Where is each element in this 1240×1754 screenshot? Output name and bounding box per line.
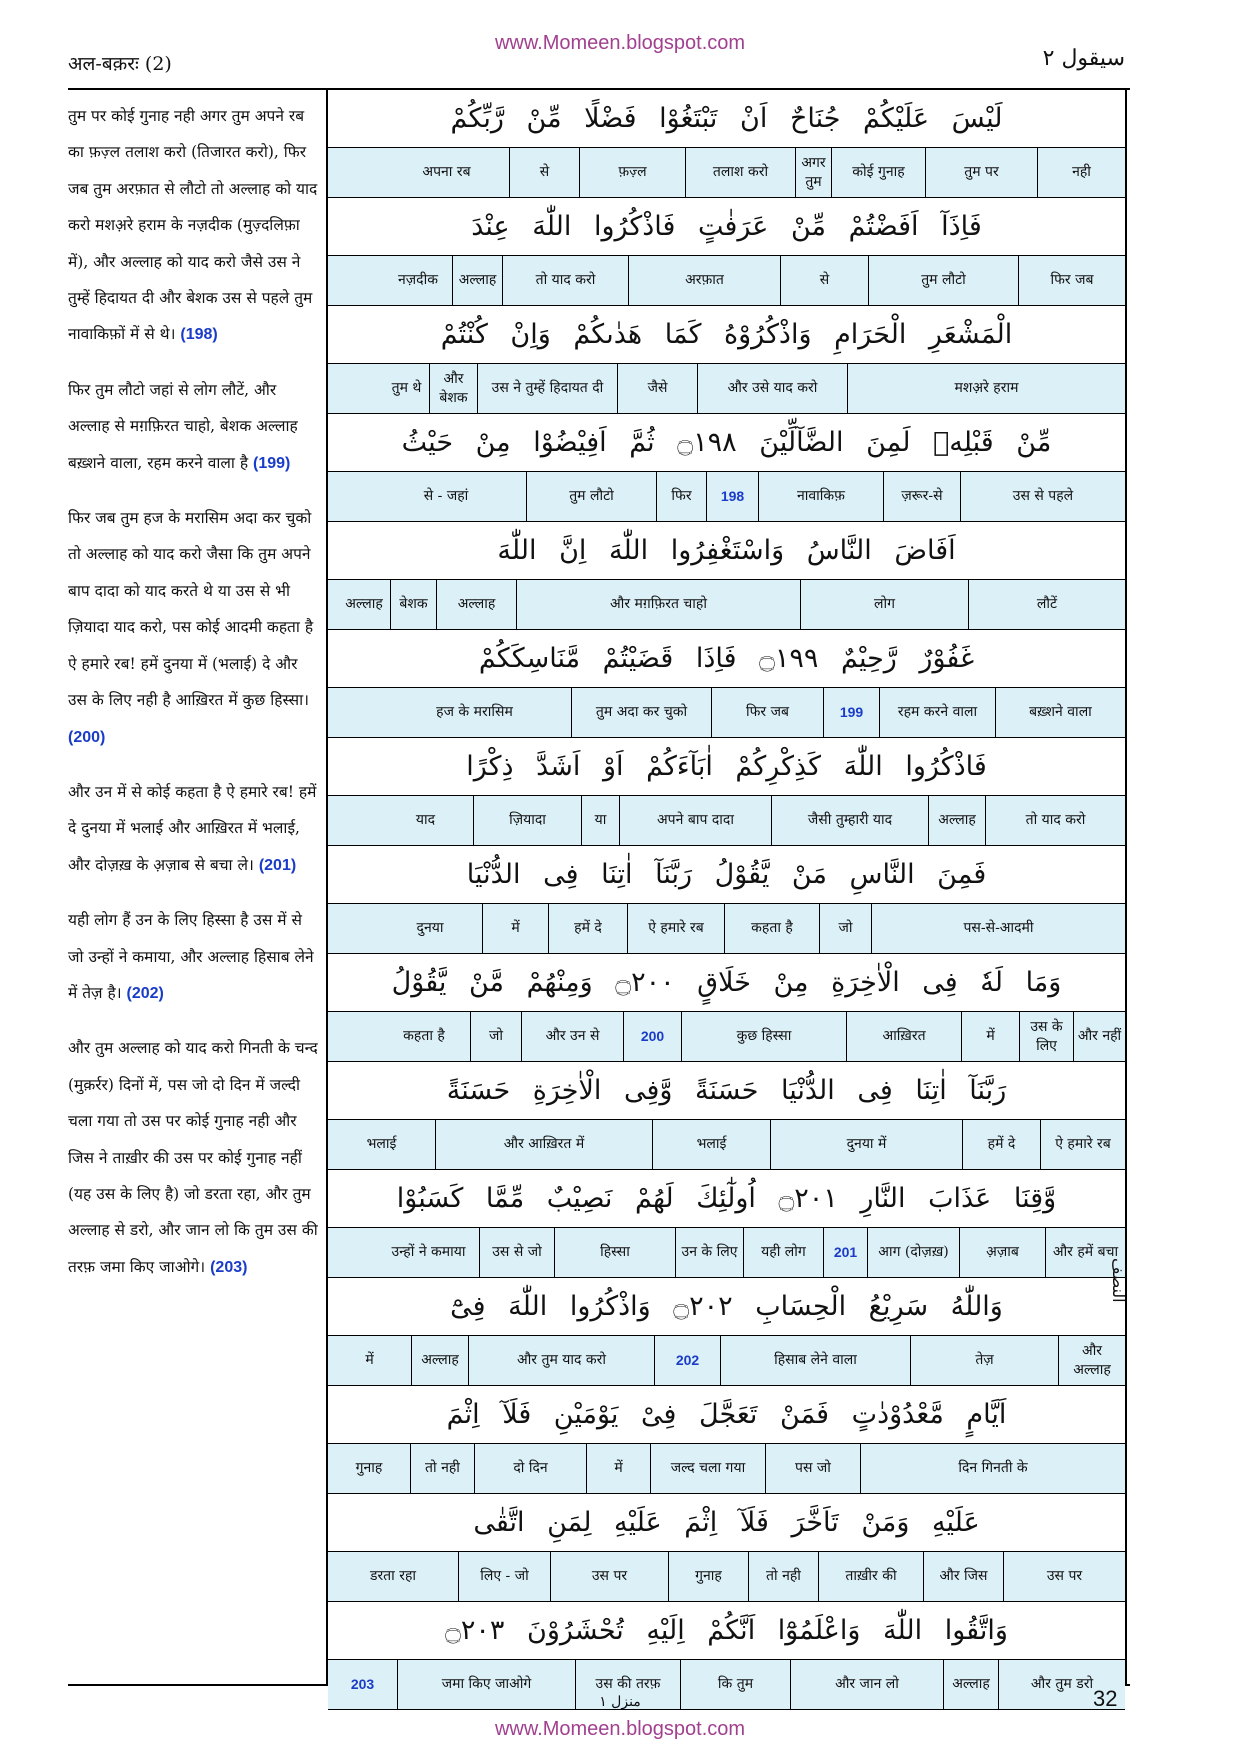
word-meaning-cell: रहम करने वाला bbox=[879, 688, 995, 737]
word-meaning-cell: दिन गिनती के bbox=[860, 1444, 1125, 1493]
manzil-label: منزل ۱ bbox=[599, 1694, 641, 1710]
verse-number-cell: 199 bbox=[823, 688, 879, 737]
word-meaning-cell: जैसी तुम्हारी याद bbox=[771, 796, 928, 845]
word-meaning-cell: हज के मरासिम bbox=[436, 704, 513, 720]
arabic-verse-line: وَاتَّقُوا اللّٰهَ وَاعْلَمُوْٓا اَنَّكُمْ اِلَيْهِ تُحْشَرُوْنَ ۝٢٠٣ bbox=[328, 1602, 1125, 1660]
word-meaning-cell: और तुम डरो bbox=[998, 1660, 1125, 1709]
word-meaning-cell: और उसे याद करो bbox=[697, 364, 847, 413]
meaning-row bbox=[328, 1552, 1125, 1602]
word-meaning-cell: और उन से bbox=[521, 1012, 623, 1061]
verse-number: (199) bbox=[253, 454, 291, 472]
word-meaning-cell: ज़ियादा bbox=[473, 796, 581, 845]
word-meaning-cell: उस पर bbox=[1003, 1552, 1125, 1601]
meaning-row bbox=[328, 580, 1125, 630]
word-meaning-cell: आख़िरत bbox=[846, 1012, 961, 1061]
verse-number-cell: 202 bbox=[654, 1336, 720, 1385]
word-meaning-cell: कहता है bbox=[403, 1028, 445, 1044]
arabic-verse-line: غَفُوْرٌ رَّحِيْمٌ ۝١٩٩ فَاِذَا قَضَيْتُمْ مَّنَاسِكَكُمْ bbox=[328, 630, 1125, 688]
arabic-verse-line: الْمَشْعَرِ الْحَرَامِ وَاذْكُرُوْهُ كَمَا هَدٰىكُمْ وَاِنْ كُنْتُمْ bbox=[328, 306, 1125, 364]
translation-column bbox=[68, 98, 318, 1678]
word-meaning-cell: अल्लाह bbox=[345, 596, 383, 612]
word-meaning-cell: जल्द चला गया bbox=[650, 1444, 765, 1493]
translation-paragraph bbox=[68, 902, 318, 1012]
verse-number: (202) bbox=[126, 984, 164, 1002]
word-meaning-cell: पस जो bbox=[765, 1444, 860, 1493]
meaning-row bbox=[328, 1444, 1125, 1494]
word-meaning-cell: ताख़ीर की bbox=[818, 1552, 923, 1601]
word-meaning-cell: अगर तुम bbox=[795, 148, 831, 197]
word-meaning-cell: और हमें बचा bbox=[1045, 1228, 1125, 1277]
arabic-verse-line: رَبَّنَآ اٰتِنَا فِى الدُّنْيَا حَسَنَةً وَّفِى الْاٰخِرَةِ حَسَنَةً bbox=[328, 1062, 1125, 1120]
word-meaning-cell: बेशक bbox=[390, 580, 436, 629]
word-meaning-cell: अरफ़ात bbox=[628, 256, 780, 305]
word-meaning-cell: या bbox=[581, 796, 619, 845]
word-meaning-cell: लिए - जो bbox=[458, 1552, 550, 1601]
word-meaning-cell: कुछ हिस्सा bbox=[681, 1012, 846, 1061]
word-meaning-cell: उन के लिए bbox=[675, 1228, 743, 1277]
word-meaning-cell: दुनया bbox=[416, 920, 444, 936]
word-meaning-cell: में bbox=[482, 904, 548, 953]
word-meaning-cell: डरता रहा bbox=[369, 1568, 417, 1584]
word-meaning-cell: कोई गुनाह bbox=[831, 148, 925, 197]
word-meaning-cell: और जान लो bbox=[790, 1660, 943, 1709]
word-meaning-cell: गुनाह bbox=[355, 1460, 383, 1476]
word-meaning-cell: तुम लौटो bbox=[868, 256, 1018, 305]
verse-number-cell: 201 bbox=[823, 1228, 867, 1277]
word-meaning-cell: तुम थे bbox=[391, 380, 422, 396]
meaning-row bbox=[328, 904, 1125, 954]
meaning-row bbox=[328, 472, 1125, 522]
arabic-verse-line: فَاِذَآ اَفَضْتُمْ مِّنْ عَرَفٰتٍ فَاذْكُرُوا اللّٰهَ عِنْدَ bbox=[328, 198, 1125, 256]
word-meaning-cell: उन्हों ने कमाया bbox=[391, 1244, 466, 1260]
word-meaning-cell: उस ने तुम्हें हिदायत दी bbox=[477, 364, 617, 413]
translation-paragraph bbox=[68, 1030, 318, 1286]
meaning-row bbox=[328, 1012, 1125, 1062]
meaning-row bbox=[328, 688, 1125, 738]
word-meaning-cell: दो दिन bbox=[474, 1444, 586, 1493]
meaning-row bbox=[328, 796, 1125, 846]
word-meaning-cell: उस के लिए bbox=[1019, 1012, 1073, 1061]
word-meaning-cell: में bbox=[586, 1444, 650, 1493]
translation-paragraph bbox=[68, 98, 318, 354]
word-meaning-cell: अ़ज़ाब bbox=[959, 1228, 1045, 1277]
arabic-verse-line: مِّنْ قَبْلِهٖ لَمِنَ الضَّآلِّيْنَ ۝١٩٨ ثُمَّ اَفِيْضُوْا مِنْ حَيْثُ bbox=[328, 414, 1125, 472]
translation-text: यही लोग हैं उन के लिए हिस्सा है उस में से जो उन्हों ने कमाया, और अल्लाह हिसाब लेने में तेज़ है। bbox=[68, 911, 314, 1002]
word-meaning-cell: और नहीं bbox=[1073, 1012, 1125, 1061]
word-meaning-cell: लौटें bbox=[968, 580, 1125, 629]
word-meaning-cell: तो याद करो bbox=[502, 256, 628, 305]
word-meaning-cell: फिर जब bbox=[711, 688, 823, 737]
meaning-row bbox=[328, 256, 1125, 306]
word-meaning-cell: अल्लाह bbox=[928, 796, 985, 845]
word-meaning-cell: उस से पहले bbox=[960, 472, 1125, 521]
word-meaning-cell: नही bbox=[1037, 148, 1125, 197]
word-meaning-cell: और तुम याद करो bbox=[468, 1336, 654, 1385]
word-meaning-cell: उस पर bbox=[550, 1552, 668, 1601]
arabic-verse-line: وَمَا لَهٗ فِى الْاٰخِرَةِ مِنْ خَلَاقٍ ۝٢٠٠ وَمِنْهُمْ مَّنْ يَّقُوْلُ bbox=[328, 954, 1125, 1012]
word-meaning-cell: और बेशक bbox=[429, 364, 477, 413]
arabic-verse-line: اَيَّامٍ مَّعْدُوْدٰتٍ فَمَنْ تَعَجَّلَ فِىْ يَوْمَيْنِ فَلَآ اِثْمَ bbox=[328, 1386, 1125, 1444]
verse-number: (203) bbox=[210, 1258, 248, 1276]
word-meaning-cell: तो याद करो bbox=[985, 796, 1125, 845]
word-meaning-cell: फिर bbox=[656, 472, 706, 521]
word-meaning-cell: तेज़ bbox=[910, 1336, 1058, 1385]
arabic-verse-line: وَاللّٰهُ سَرِيْعُ الْحِسَابِ ۝٢٠٢ وَاذْكُرُوا اللّٰهَ فِىْٓ bbox=[328, 1278, 1125, 1336]
word-meaning-cell: हमें दे bbox=[962, 1120, 1040, 1169]
word-meaning-cell: बख़्शने वाला bbox=[995, 688, 1125, 737]
word-meaning-cell: उस की तरफ़ bbox=[575, 1660, 680, 1709]
table-right-border bbox=[1125, 88, 1127, 1686]
word-meaning-cell: हिस्सा bbox=[554, 1228, 675, 1277]
translation-paragraph bbox=[68, 500, 318, 756]
word-meaning-cell: अल्लाह bbox=[411, 1336, 468, 1385]
word-meaning-cell: नज़दीक bbox=[398, 272, 438, 288]
word-meaning-cell: ऐ हमारे रब bbox=[627, 904, 724, 953]
verse-number-cell: 203 bbox=[350, 1676, 375, 1692]
word-meaning-cell: फिर जब bbox=[1018, 256, 1125, 305]
word-meaning-cell: तलाश करो bbox=[685, 148, 795, 197]
word-meaning-cell: हिसाब लेने वाला bbox=[720, 1336, 910, 1385]
arabic-verse-line: عَلَيْهِ وَمَنْ تَاَخَّرَ فَلَآ اِثْمَ عَلَيْهِ لِمَنِ اتَّقٰى bbox=[328, 1494, 1125, 1552]
word-meaning-cell: लोग bbox=[800, 580, 968, 629]
page-number: 32 bbox=[1093, 1686, 1118, 1711]
word-meaning-cell: जो bbox=[470, 1012, 521, 1061]
translation-text: और तुम अल्लाह को याद करो गिनती के चन्द (मुक़र्रर) दिनों में, पस जो दो दिन में जल्दी चला गया तो उस पर कोई गुनाह नही और जिस ने ताख़ीर की उस पर कोई गुनाह नहीं (यह उस के लिए है) जो डरता रहा, और तुम अल्लाह से डरो, और जान लो कि तुम उस की तरफ़ जमा किए जाओगे। bbox=[68, 1039, 318, 1276]
site-url-top: www.Momeen.blogspot.com bbox=[494, 32, 746, 54]
word-meaning-cell: तुम लौटो bbox=[526, 472, 656, 521]
word-meaning-cell: गुनाह bbox=[668, 1552, 748, 1601]
word-meaning-cell: जमा किए जाओगे bbox=[397, 1660, 575, 1709]
site-url-bottom: www.Momeen.blogspot.com bbox=[494, 1718, 746, 1740]
arabic-verse-line: فَمِنَ النَّاسِ مَنْ يَّقُوْلُ رَبَّنَآ اٰتِنَا فِى الدُّنْيَا bbox=[328, 846, 1125, 904]
word-meaning-cell: तो नही bbox=[748, 1552, 818, 1601]
word-meaning-cell: जैसे bbox=[617, 364, 697, 413]
word-meaning-cell: और आख़िरत में bbox=[435, 1120, 652, 1169]
word-meaning-cell: अपना रब bbox=[422, 164, 471, 180]
juz-title: سیقول ۲ bbox=[1042, 46, 1125, 71]
surah-title: अल-बक़रः (2) bbox=[68, 53, 172, 75]
translation-paragraph bbox=[68, 372, 318, 482]
word-meaning-cell: अल्लाह bbox=[436, 580, 516, 629]
word-meaning-cell: उस से जो bbox=[479, 1228, 554, 1277]
word-meaning-cell: अल्लाह bbox=[943, 1660, 998, 1709]
word-meaning-cell: पस-से-आदमी bbox=[871, 904, 1125, 953]
arabic-verse-line: وَّقِنَا عَذَابَ النَّارِ ۝٢٠١ اُولٰٓئِكَ لَهُمْ نَصِيْبٌ مِّمَّا كَسَبُوْا bbox=[328, 1170, 1125, 1228]
meaning-row bbox=[328, 1120, 1125, 1170]
word-meaning-cell: भलाई bbox=[366, 1136, 397, 1152]
arabic-verse-line: لَيْسَ عَلَيْكُمْ جُنَاحٌ اَنْ تَبْتَغُوْا فَضْلًا مِّنْ رَّبِّكُمْ bbox=[328, 90, 1125, 148]
word-meaning-cell: अल्लाह bbox=[452, 256, 502, 305]
word-meaning-cell: में bbox=[961, 1012, 1019, 1061]
verse-number: (201) bbox=[258, 856, 297, 874]
meaning-row bbox=[328, 1228, 1125, 1278]
translation-text: तुम पर कोई गुनाह नही अगर तुम अपने रब का फ़ज़्ल तलाश करो (तिजारत करो), फिर जब तुम अरफ़ात से लौटो तो अल्लाह को याद करो मशअ़रे हराम के नज़दीक (मुज़्दलिफ़ा में), और अल्लाह को याद करो जैसे उस ने तुम्हें हिदायत दी और बेशक उस से पहले तुम नावाकिफ़ों में से थे। bbox=[68, 107, 318, 344]
word-meaning-cell: ऐ हमारे रब bbox=[1040, 1120, 1125, 1169]
meaning-row bbox=[328, 148, 1125, 198]
word-meaning-cell: से bbox=[780, 256, 868, 305]
verse-number-cell: 200 bbox=[623, 1012, 681, 1061]
word-meaning-cell: तुम पर bbox=[925, 148, 1037, 197]
word-meaning-cell: याद bbox=[415, 812, 436, 828]
word-meaning-cell: से bbox=[509, 148, 579, 197]
word-meaning-cell: आग (दोज़ख़) bbox=[867, 1228, 959, 1277]
word-meaning-cell: कहता है bbox=[724, 904, 819, 953]
word-meaning-cell: जो bbox=[819, 904, 871, 953]
translation-paragraph bbox=[68, 774, 318, 884]
verse-number: (198) bbox=[180, 326, 218, 344]
arabic-verse-line: فَاذْكُرُوا اللّٰهَ كَذِكْرِكُمْ اٰبَآءَكُمْ اَوْ اَشَدَّ ذِكْرًا bbox=[328, 738, 1125, 796]
word-meaning-cell: तो नही bbox=[410, 1444, 474, 1493]
arabic-verse-line: اَفَاضَ النَّاسُ وَاسْتَغْفِرُوا اللّٰهَ اِنَّ اللّٰهَ bbox=[328, 522, 1125, 580]
word-by-word-table bbox=[328, 90, 1125, 1692]
word-meaning-cell: दुनया में bbox=[770, 1120, 962, 1169]
word-meaning-cell: अपने बाप दादा bbox=[619, 796, 771, 845]
verse-number-cell: 198 bbox=[706, 472, 758, 521]
word-meaning-cell: से - जहां bbox=[423, 488, 469, 504]
word-meaning-cell: और जिस bbox=[923, 1552, 1003, 1601]
word-meaning-cell: फ़ज़्ल bbox=[579, 148, 685, 197]
word-meaning-cell: मशअ़रे हराम bbox=[847, 364, 1125, 413]
word-meaning-cell: में bbox=[365, 1352, 374, 1368]
word-meaning-cell: कि तुम bbox=[680, 1660, 790, 1709]
word-meaning-cell: हमें दे bbox=[548, 904, 627, 953]
meaning-row bbox=[328, 1336, 1125, 1386]
word-meaning-cell: तुम अदा कर चुको bbox=[571, 688, 711, 737]
word-meaning-cell: और मग़फ़िरत चाहो bbox=[516, 580, 800, 629]
word-meaning-cell: और अल्लाह bbox=[1058, 1336, 1125, 1385]
translation-text: फिर तुम लौटो जहां से लोग लौटें, और अल्लाह से मग़फ़िरत चाहो, बेशक अल्लाह बख़्शने वाला, रहम करने वाला है bbox=[68, 380, 298, 472]
meaning-row bbox=[328, 364, 1125, 414]
word-meaning-cell: भलाई bbox=[652, 1120, 770, 1169]
word-meaning-cell: नावाकिफ़ bbox=[758, 472, 883, 521]
verse-number: (200) bbox=[68, 728, 106, 746]
word-meaning-cell: यही लोग bbox=[743, 1228, 823, 1277]
translation-text: और उन में से कोई कहता है ऐ हमारे रब! हमें दे दुनया में भलाई और आख़िरत में भलाई, और दोज़ख़ के अ़ज़ाब से बचा ले। bbox=[68, 782, 317, 874]
word-meaning-cell: ज़रूर-से bbox=[883, 472, 960, 521]
translation-text: फिर जब तुम हज के मरासिम अदा कर चुको तो अल्लाह को याद करो जैसा कि तुम अपने बाप दादा को याद करते थे या उस से भी ज़ियादा याद करो, पस कोई आदमी कहता है ऐ हमारे रब! हमें दुनया में (भलाई) दे और उस के लिए नही है आख़िरत में कुछ हिस्सा। bbox=[68, 509, 314, 710]
side-marker: النصف bbox=[1109, 1258, 1128, 1303]
